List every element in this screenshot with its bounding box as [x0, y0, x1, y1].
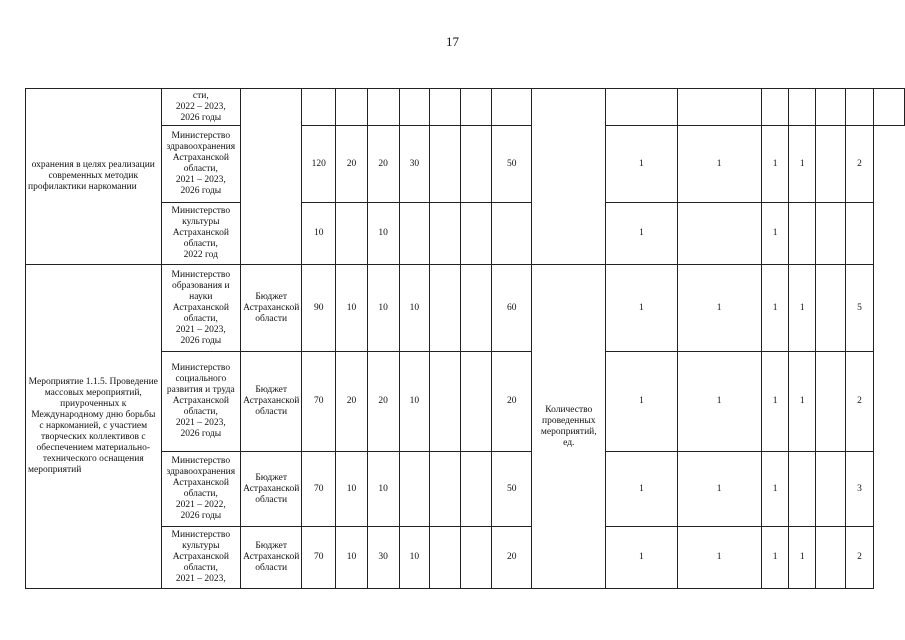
value-cell: 1 [789, 352, 816, 452]
value-cell: 2 [846, 527, 874, 589]
executor-cell: сти, 2022 – 2023, 2026 годы [161, 89, 241, 126]
value-cell: 10 [367, 452, 399, 527]
indicator-cell: Количество проведенных мероприятий, ед. [532, 265, 606, 589]
value-cell: 1 [606, 126, 677, 203]
source-cell: Бюджет Астраханской области [241, 352, 302, 452]
value-cell: 1 [606, 352, 677, 452]
program-table [25, 88, 905, 589]
value-cell: 1 [606, 265, 677, 352]
value-cell [461, 203, 492, 265]
value-cell: 10 [336, 527, 368, 589]
executor-cell: Министерство культуры Астраханской области, 2022 год [161, 203, 241, 265]
table-row [26, 89, 905, 126]
value-cell: 5 [846, 265, 874, 352]
value-cell: 1 [761, 126, 789, 203]
executor-cell: Министерство здравоохранения Астраханской области, 2021 – 2023, 2026 годы [161, 126, 241, 203]
value-cell: 1 [677, 352, 761, 452]
value-cell [430, 452, 461, 527]
value-cell: 20 [492, 527, 532, 589]
value-cell [789, 203, 816, 265]
value-cell: 70 [302, 352, 336, 452]
value-cell: 20 [367, 126, 399, 203]
value-cell [336, 203, 368, 265]
value-cell [430, 265, 461, 352]
executor-cell: Министерство социального развития и труда Астраханской области, 2021 – 2023, 2026 годы [161, 352, 241, 452]
value-cell: 10 [302, 203, 336, 265]
value-cell: 1 [761, 452, 789, 527]
value-cell [846, 203, 874, 265]
value-cell: 1 [677, 452, 761, 527]
executor-cell: Министерство образования и науки Астраханской области, 2021 – 2023, 2026 годы [161, 265, 241, 352]
value-cell [816, 203, 846, 265]
value-cell: 1 [606, 527, 677, 589]
value-cell: 1 [677, 527, 761, 589]
value-cell: 1 [761, 203, 789, 265]
table-row [26, 265, 905, 352]
value-cell [430, 126, 461, 203]
value-cell [816, 126, 846, 203]
value-cell [789, 452, 816, 527]
source-cell: Бюджет Астраханской области [241, 527, 302, 589]
block-b-name: Мероприятие 1.1.5. Проведение массовых мероприятий, приуроченных к Международному дню борьбы с наркоманией, с участием творческих коллективов с обеспечением материально-технического оснащения мероприятий [26, 265, 162, 589]
executor-cell: Министерство здравоохранения Астраханской области, 2021 – 2022, 2026 годы [161, 452, 241, 527]
value-cell: 20 [367, 352, 399, 452]
value-cell: 1 [761, 527, 789, 589]
page-number: 17 [446, 34, 459, 49]
value-cell: 20 [492, 352, 532, 452]
value-cell: 2 [846, 126, 874, 203]
value-cell: 10 [336, 452, 368, 527]
value-cell: 1 [761, 265, 789, 352]
executor-cell: Министерство культуры Астраханской области, 2021 – 2023, [161, 527, 241, 589]
value-cell [430, 527, 461, 589]
value-cell: 10 [336, 265, 368, 352]
block-a-name: охранения в целях реализации современных методик профилактики наркомании [26, 89, 162, 265]
value-cell: 70 [302, 452, 336, 527]
value-cell [816, 265, 846, 352]
value-cell: 1 [606, 452, 677, 527]
value-cell: 90 [302, 265, 336, 352]
value-cell: 1 [677, 265, 761, 352]
value-cell [430, 352, 461, 452]
value-cell: 10 [399, 527, 430, 589]
value-cell: 10 [367, 203, 399, 265]
value-cell: 20 [336, 352, 368, 452]
value-cell [816, 527, 846, 589]
value-cell: 10 [367, 265, 399, 352]
value-cell: 10 [399, 352, 430, 452]
value-cell [399, 203, 430, 265]
value-cell: 70 [302, 527, 336, 589]
value-cell: 10 [399, 265, 430, 352]
value-cell: 1 [761, 352, 789, 452]
value-cell [677, 203, 761, 265]
value-cell: 1 [789, 126, 816, 203]
indicator-cell-blank [532, 89, 606, 265]
value-cell: 1 [606, 203, 677, 265]
value-cell [461, 126, 492, 203]
value-cell [461, 527, 492, 589]
value-cell: 1 [677, 126, 761, 203]
value-cell [816, 352, 846, 452]
value-cell: 2 [846, 352, 874, 452]
value-cell [430, 203, 461, 265]
value-cell [461, 452, 492, 527]
value-cell: 30 [399, 126, 430, 203]
value-cell: 20 [336, 126, 368, 203]
value-cell: 1 [789, 265, 816, 352]
source-cell: Бюджет Астраханской области [241, 265, 302, 352]
value-cell: 60 [492, 265, 532, 352]
value-cell: 3 [846, 452, 874, 527]
value-cell [816, 452, 846, 527]
source-cell: Бюджет Астраханской области [241, 452, 302, 527]
source-cell [241, 89, 302, 265]
value-cell: 1 [789, 527, 816, 589]
value-cell [461, 352, 492, 452]
value-cell: 50 [492, 126, 532, 203]
value-cell: 50 [492, 452, 532, 527]
value-cell: 120 [302, 126, 336, 203]
value-cell [461, 265, 492, 352]
value-cell [492, 203, 532, 265]
value-cell [399, 452, 430, 527]
value-cell: 30 [367, 527, 399, 589]
